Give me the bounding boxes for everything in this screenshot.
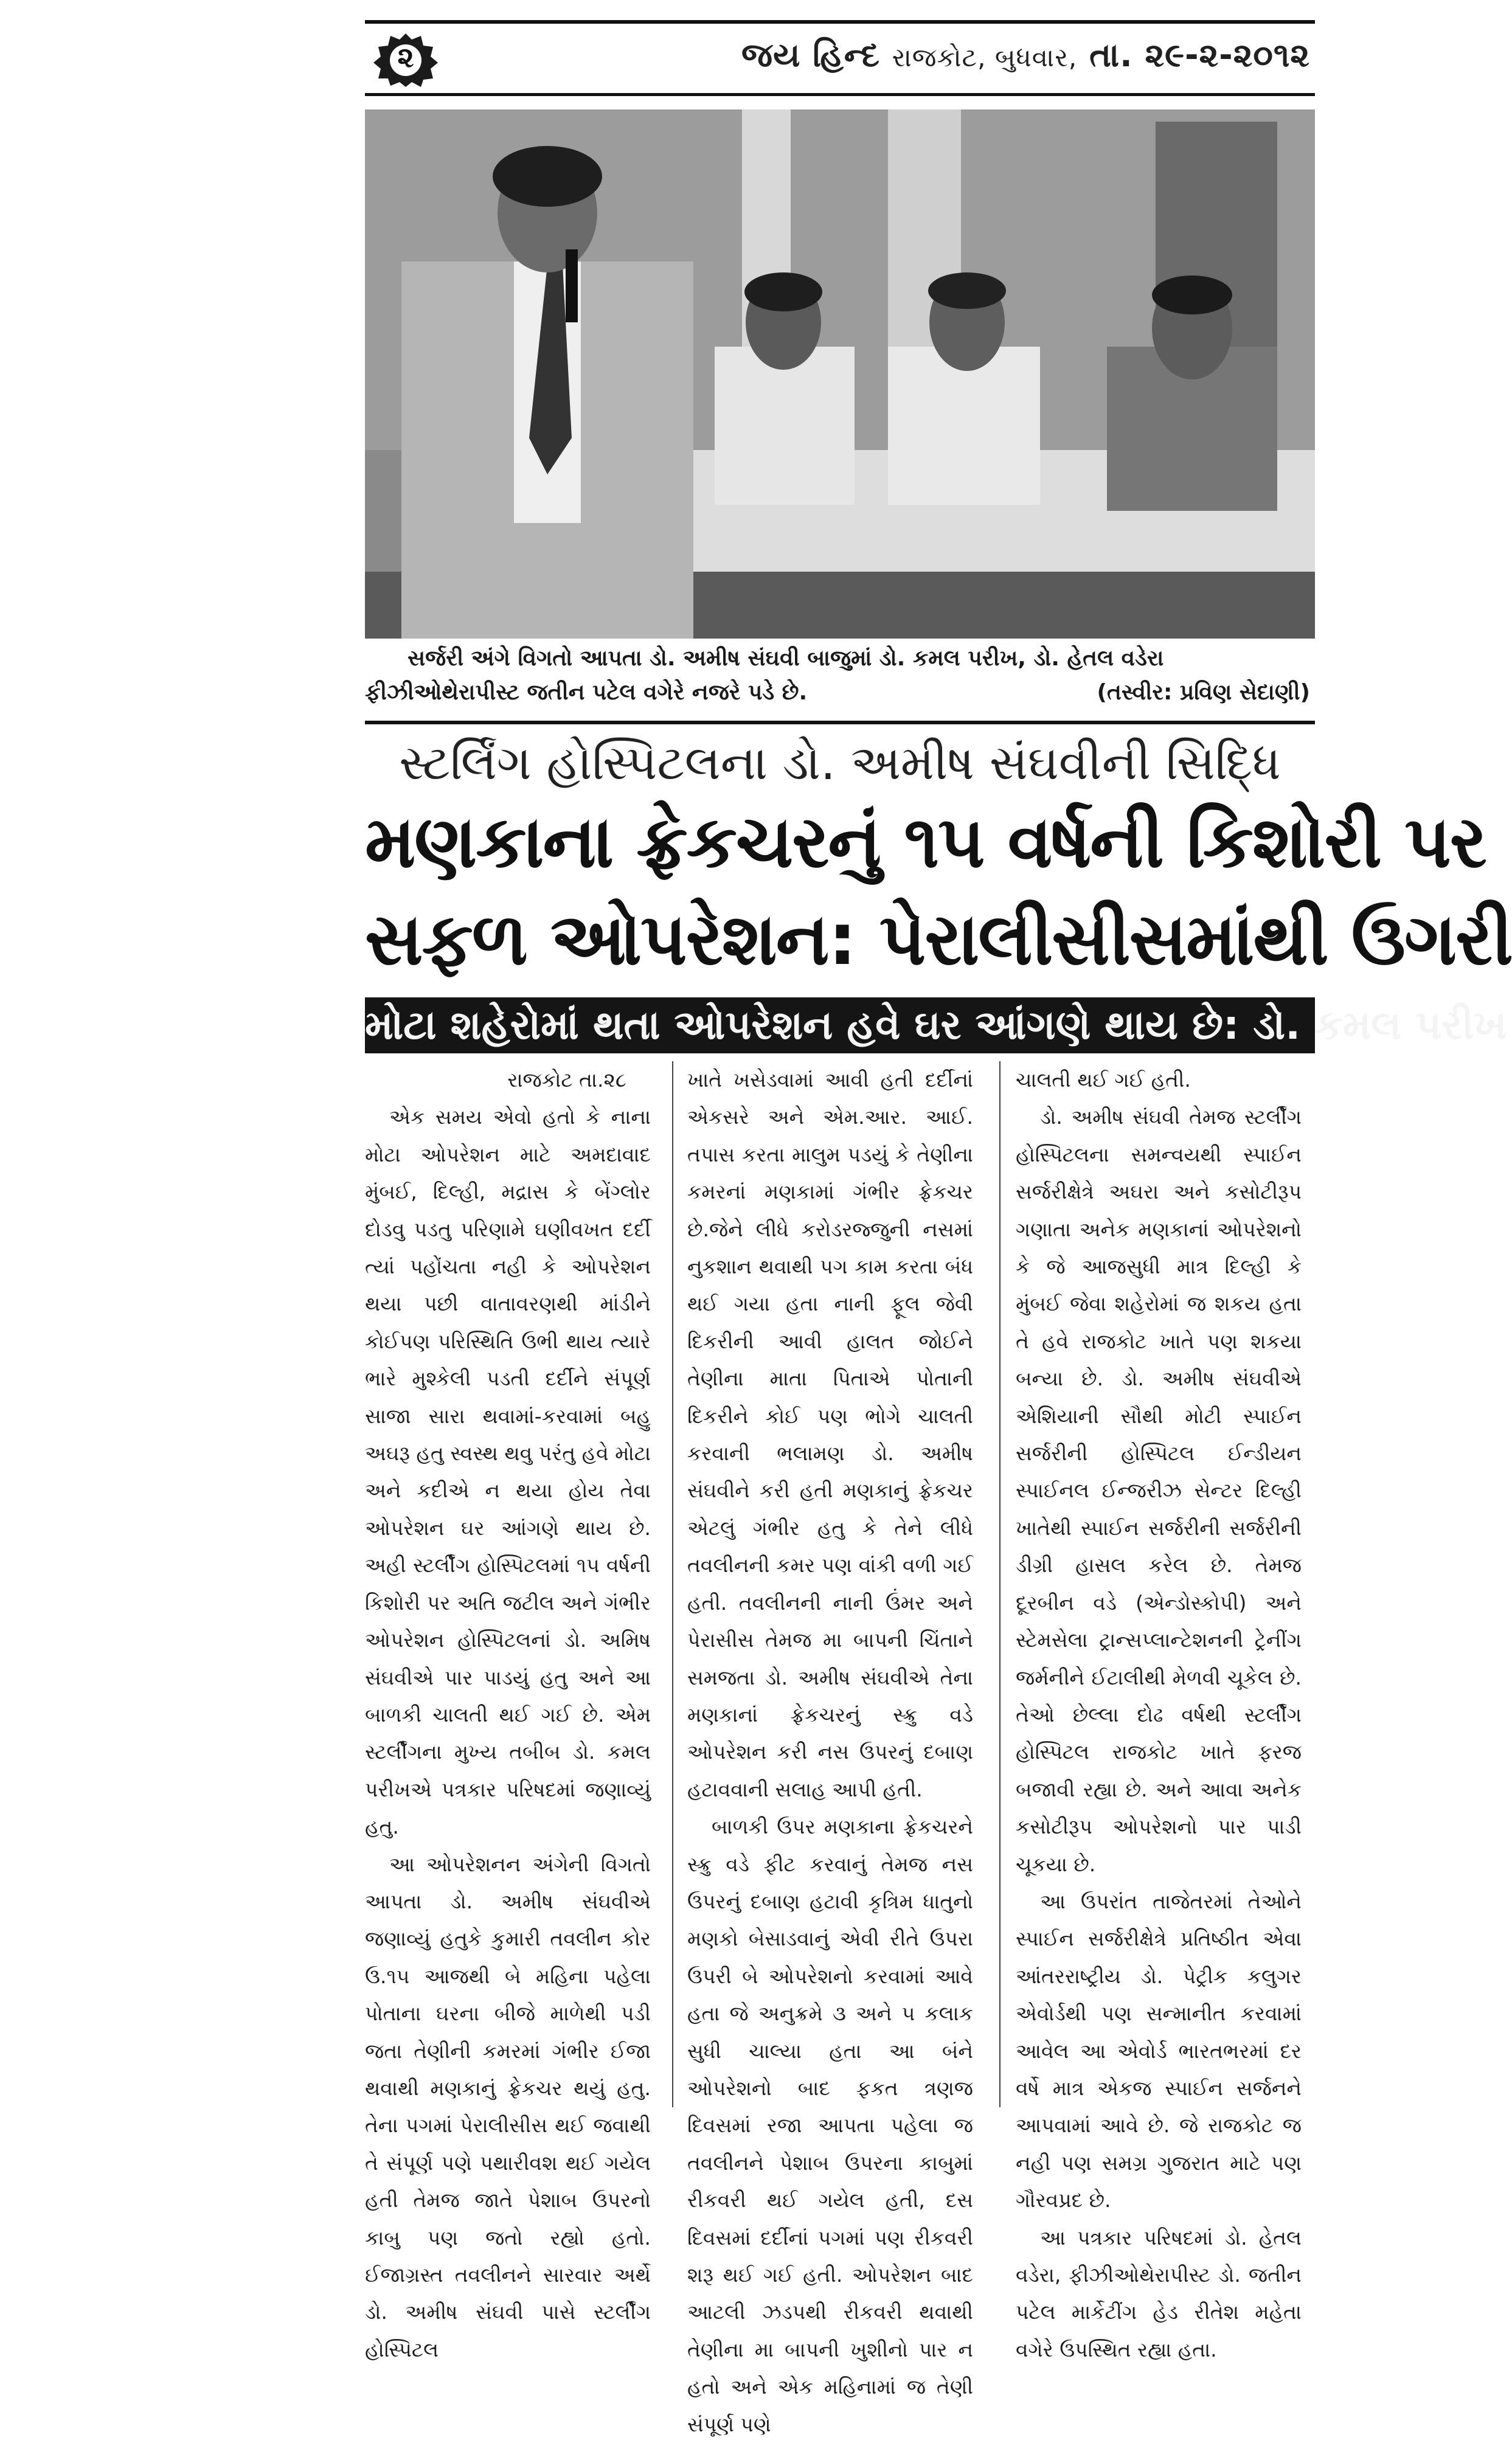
column-3 (1016, 1061, 1302, 2362)
headline-line-2: સફળ ઓપરેશન: પેરાલીસીસમાંથી ઉગરી (365, 897, 1512, 981)
article-body (365, 1061, 1315, 2436)
column-divider (999, 1061, 1000, 2107)
paragraph: બાળકી ઉપર મણકાના ફ્રેકચરને સ્ક્રુ વડે ફીટ કરવાનું તેમજ નસ ઉપરનું દબાણ હટાવી કૃત્રિમ ધાતુનો મણકો બેસાડવાનું એવી રીતે ઉપરા ઉપરી બે ઓપરેશનો કરવામાં આવે હતા જે અનુક્રમે ૩ અને ૫ કલાક સુધી ચાલ્યા હતા આ બંને ઓપરેશનો બાદ ફકત ત્રણજ દિવસમાં રજા આપતા પહેલા જ તવલીનને પેશાબ ઉપરના કાબુમાં રીકવરી થઈ ગયેલ હતી, દસ દિવસમાં દર્દીનાં પગમાં પણ રીકવરી શરૂ થઈ ગઈ હતી. ઓપરેશન બાદ આટલી ઝડપથી રીકવરી થવાથી તેણીના મા બાપની ખુશીનો પાર ન હતો અને એક મહિનામાં જ તેણી સંપૂર્ણ પણે (687, 1815, 973, 2436)
paragraph: ખાતે ખસેડવામાં આવી હતી દર્દીનાં એકસરે અને એમ.આર. આઈ. તપાસ કરતા માલુમ પડયું કે તેણીના કમરનાં મણકામાં ગંભીર ફ્રેકચર છે.જેને લીધે કરોડરજ્જુની નસમાં નુકશાન થવાથી પગ કામ કરતા બંધ થઈ ગયા હતા નાની ફૂલ જેવી દિકરીની આવી હાલત જોઈને તેણીના માતા પિતાએ પોતાની દિકરીને કોઈ પણ ભોગે ચાલતી કરવાની ભલામણ ડો. અમીષ સંઘવીને કરી હતી મણકાનું ફ્રેકચર એટલું ગંભીર હતુ કે તેને લીધે તવલીનની કમર પણ વાંકી વળી ગઈ હતી. તવલીનની નાની ઉંમર અને પેરાસીસ તેમજ મા બાપની ચિંતાને સમજતા ડો. અમીષ સંઘવીએ તેના મણકાનાં ફ્રેકચરનું સ્ક્રુ વડે ઓપરેશન કરી નસ ઉપરનું દબાણ હટાવવાની સલાહ આપી હતી. (687, 1068, 973, 1801)
subhead-banner: મોટા શહેરોમાં થતા ઓપરેશન હવે ઘર આંગણે થાય છે: ડો. કમલ પરીખ (365, 997, 1315, 1053)
page-number: ૨ (397, 41, 414, 74)
column-2 (687, 1061, 973, 2436)
caption-rule (365, 721, 1315, 724)
page-number-badge (372, 32, 439, 87)
paragraph: ડો. અમીષ સંઘવી તેમજ સ્ટર્લીંગ હોસ્પિટલના સમન્વયથી સ્પાઈન સર્જરીક્ષેત્રે અઘરા અને કસોટીરૂપ ગણાતા અનેક મણકાનાં ઓપરેશનો કે જે આજસુધી માત્ર દિલ્હી કે મુંબઈ જેવા શહેરોમાં જ શકય હતા તે હવે રાજકોટ ખાતે પણ શકયા બન્યા છે. ડો. અમીષ સંઘવીએ એશિયાની સૌથી મોટી સ્પાઈન સર્જરીની હોસ્પિટલ ઈન્ડીયન સ્પાઈનલ ઈન્જરીઝ સેન્ટર દિલ્હી ખાતેથી સ્પાઈન સર્જરીની સર્જરીની ડીગ્રી હાસલ કરેલ છે. તેમજ દૂરબીન વડે (એન્ડોસ્કોપી) અને સ્ટેમસેલા ટ્રાન્સપ્લાન્ટેશનની ટ્રેનીંગ જર્મનીને ઈટાલીથી મેળવી ચૂકેલ છે. તેઓ છેલ્લા દોઢ વર્ષથી સ્ટર્લીંગ હોસ્પિટલ રાજકોટ ખાતે ફરજ બજાવી રહ્યા છે. અને આવા અનેક કસોટીરૂપ ઓપરેશનો પાર પાડી ચૂકયા છે. (1016, 1105, 1302, 1876)
place-day: રાજકોટ, બુધવાર, (892, 43, 1078, 72)
column-1 (365, 1061, 651, 2362)
article-kicker: સ્ટર્લિંગ હોસ્પિટલના ડો. અમીષ સંઘવીની સિદ્ધિ (399, 736, 1281, 791)
masthead-text (741, 36, 1310, 75)
column-divider (672, 1061, 673, 2107)
paragraph: આ ઓપરેશનન અંગેની વિગતો આપતા ડો. અમીષ સંઘવીએ જણાવ્યું હતુકે કુમારી તવલીન કોર ઉ.૧૫ આજથી બે મહિના પહેલા પોતાના ઘરના બીજે માળેથી પડી જતા તેણીની કમરમાં ગંભીર ઈજા થવાથી મણકાનું ફ્રેકચર થયું હતુ. તેના પગમાં પેરાલીસીસ થઈ જવાથી તે સંપૂર્ણ પણે પથારીવશ થઈ ગયેલ હતી તેમજ જાતે પેશાબ ઉપરનો કાબુ પણ જતો રહ્યો હતો. ઈજાગ્રસ્ત તવલીનને સારવાર અર્થે ડો. અમીષ સંઘવી પાસે સ્ટર્લીંગ હોસ્પિટલ (365, 1852, 651, 2362)
caption-line-2-wrap (365, 676, 1315, 710)
issue-date: તા. ૨૯-૨-૨૦૧૨ (1089, 36, 1310, 74)
headline-line-1: મણકાના ફ્રેકચરનું ૧૫ વર્ષની કિશોરી પર (365, 800, 1486, 884)
masthead-bottom-rule (365, 93, 1315, 96)
paragraph: ચાલતી થઈ ગઈ હતી. (1016, 1068, 1191, 1092)
press-conference-photo (365, 109, 1315, 639)
top-rule (365, 20, 1315, 24)
caption-line-1: સર્જરી અંગે વિગતો આપતા ડો. અમીષ સંઘવી બાજુમાં ડો. કમલ પરીખ, ડો. હેતલ વડેરા (407, 646, 1164, 671)
caption-line-2: ફીઝીઓથેરાપીસ્ટ જતીન પટેલ વગેરે નજરે પડે છે. (365, 680, 808, 705)
paragraph: આ ઉપરાંત તાજેતરમાં તેઓને સ્પાઈન સર્જરીક્ષેત્રે પ્રતિષ્ઠીત એવા આંતરરાષ્ટ્રીય ડો. પેટ્રીક કલુગર એવોર્ડથી પણ સન્માનીત કરવામાં આવેલ આ એવોર્ડ ભારતભરમાં દર વર્ષે માત્ર એકજ સ્પાઈન સર્જનને આપવામાં આવે છે. જે રાજકોટ જ નહી પણ સમગ્ર ગુજરાત માટે પણ ગૌરવપ્રદ છે. (1016, 1889, 1302, 2213)
photo-caption (365, 642, 1315, 718)
paragraph: આ પત્રકાર પરિષદમાં ડો. હેતલ વડેરા, ફીઝીઓથેરાપીસ્ટ ડો. જતીન પટેલ માર્કેટીંગ હેડ રીતેશ મહેતા વગેરે ઉપસ્થિત રહ્યા હતા. (1016, 2225, 1302, 2362)
photo-credit: (તસ્વીર: પ્રવિણ સેદાણી) (1097, 680, 1310, 705)
photo-illustration (365, 109, 1315, 639)
paper-name: જય હિન્દ (741, 36, 880, 74)
dateline: રાજકોટ તા.૨૮ (507, 1068, 626, 1092)
masthead (365, 26, 1315, 93)
paragraph: એક સમય એવો હતો કે નાના મોટા ઓપરેશન માટે અમદાવાદ મુંબઈ, દિલ્હી, મદ્રાસ કે બેંગ્લોર દોડવુ પડતુ પરિણામે ઘણીવખત દર્દી ત્યાં પહોંચતા નહી કે ઓપરેશન થયા પછી વાતાવરણથી માંડીને કોઈપણ પરિસ્થિતિ ઉભી થાય ત્યારે ભારે મુશ્કેલી પડતી દર્દીને સંપૂર્ણ સાજા સારા થવામાં-કરવામાં બહુ અઘરૂ હતુ સ્વસ્થ થવુ પરંતુ હવે મોટા અને કદીએ ન થયા હોય તેવા ઓપરેશન ઘર આંગણે થાય છે. અહી સ્ટર્લીંગ હોસ્પિટલમાં ૧૫ વર્ષની કિશોરી પર અતિ જટીલ અને ગંભીર ઓપરેશન હોસ્પિટલનાં ડો. અમિષ સંઘવીએ પાર પાડયું હતુ અને આ બાળકી ચાલતી થઈ ગઈ છે. એમ સ્ટર્લીંગના મુખ્ય તબીબ ડો. કમલ પરીખએ પત્રકાર પરિષદમાં જણાવ્યું હતુ. (365, 1105, 651, 1839)
newspaper-page (365, 15, 1512, 2436)
